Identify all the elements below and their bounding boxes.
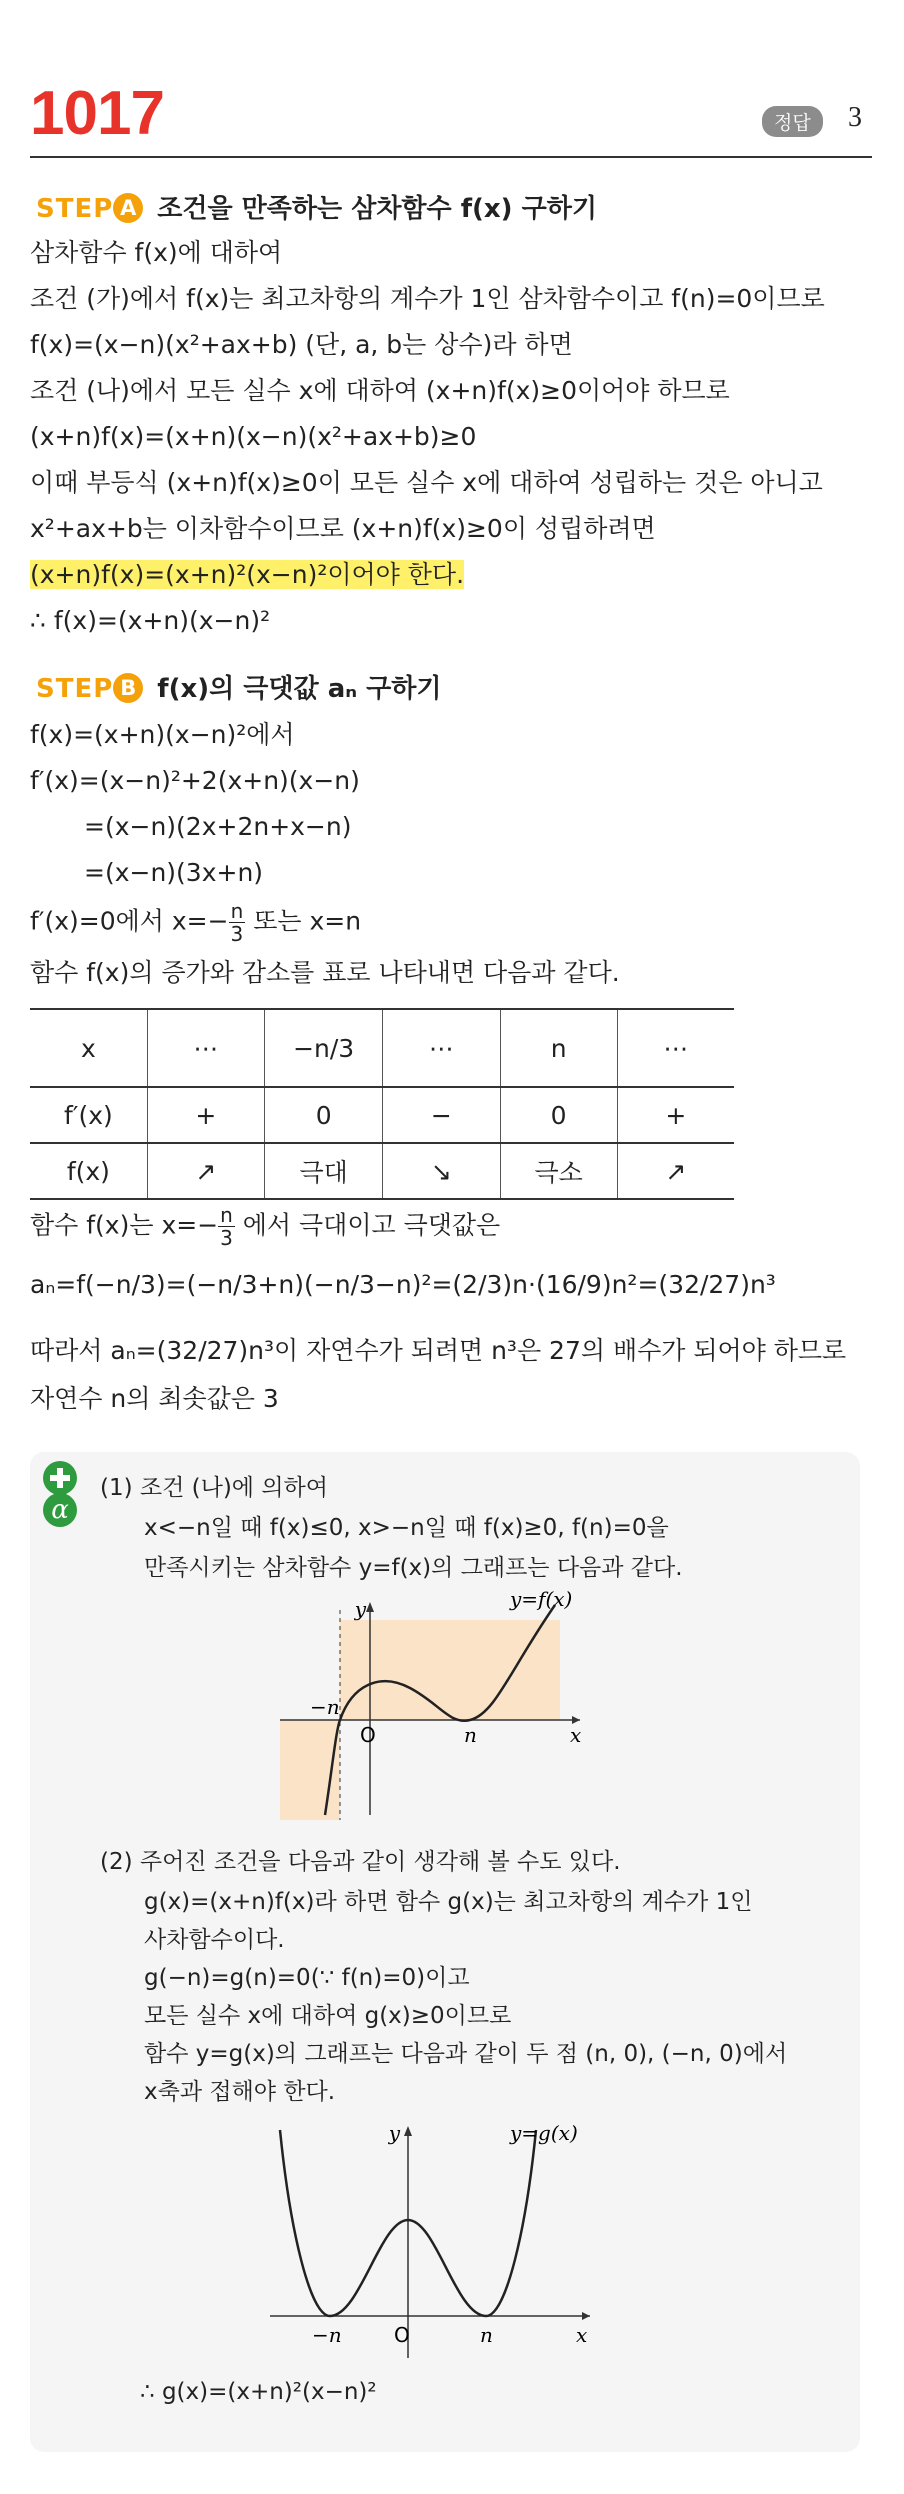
note-text: x<−n일 때 f(x)≤0, x>−n일 때 f(x)≥0, f(n)=0을 <box>144 1515 669 1541</box>
note-text: 사차함수이다. <box>144 1927 285 1953</box>
note-text: 모든 실수 x에 대하여 g(x)≥0이므로 <box>144 2003 512 2029</box>
text-line: f(x)=(x+n)(x−n)²에서 <box>30 720 295 749</box>
table-row <box>30 1087 734 1143</box>
table-cell: ↗ <box>617 1143 734 1199</box>
problem-number: 1017 <box>30 79 164 148</box>
text-line-with-fraction <box>30 1204 500 1249</box>
note-text: g(x)=(x+n)f(x)라 하면 함수 g(x)는 최고차항의 계수가 1인 <box>144 1889 753 1915</box>
text-line: 삼차함수 f(x)에 대하여 <box>30 238 283 267</box>
step-a-heading <box>36 188 597 225</box>
note-text: ∴ g(x)=(x+n)²(x−n)² <box>140 2379 377 2405</box>
text-segment: 에서 극대이고 극댓값은 <box>242 1210 501 1240</box>
fraction-denominator: 3 <box>220 1226 233 1250</box>
tick-label-neg-n: −n <box>310 1695 340 1719</box>
header-divider <box>30 156 872 158</box>
text-line: 함수 f(x)의 증가와 감소를 표로 나타내면 다음과 같다. <box>30 958 620 987</box>
table-cell: 0 <box>264 1087 382 1143</box>
text-line: ∴ f(x)=(x+n)(x−n)² <box>30 606 271 635</box>
answer-badge: 정답 <box>762 106 823 137</box>
step-title: 조건을 만족하는 삼차함수 f(x) 구하기 <box>157 194 597 224</box>
table-cell: n <box>500 1009 617 1087</box>
origin-label: O <box>394 2323 410 2347</box>
table-cell: ⋯ <box>383 1009 500 1087</box>
table-cell: 0 <box>500 1087 617 1143</box>
table-cell: ↘ <box>383 1143 500 1199</box>
answer-value: 3 <box>848 102 862 133</box>
text-line: 이때 부등식 (x+n)f(x)≥0이 모든 실수 x에 대하여 성립하는 것은 아니고 <box>30 468 823 497</box>
text-line: x²+ax+b는 이차함수이므로 (x+n)f(x)≥0이 성립하려면 <box>30 514 656 543</box>
highlight-text: (x+n)f(x)=(x+n)²(x−n)²이어야 한다. <box>30 560 465 589</box>
step-tag: STEP <box>36 194 114 224</box>
curve-label: y=f(x) <box>510 1590 573 1611</box>
origin-label: O <box>360 1723 376 1747</box>
table-cell: f(x) <box>30 1143 147 1199</box>
svg-text:α: α <box>51 1495 69 1525</box>
text-line: aₙ=f(−n/3)=(−n/3+n)(−n/3−n)²=(2/3)n·(16/9)n²=(32/27)n³ <box>30 1270 776 1299</box>
step-tag: STEP <box>36 674 114 704</box>
graph-f <box>270 1590 590 1820</box>
step-b-heading <box>36 668 442 705</box>
axis-label-y: y <box>354 1597 366 1621</box>
text-segment: 함수 f(x)는 x=− <box>30 1210 219 1240</box>
text-line: f′(x)=(x−n)²+2(x+n)(x−n) <box>30 766 360 795</box>
axis-label-x: x <box>576 2323 588 2347</box>
note-text: x축과 접해야 한다. <box>144 2079 336 2105</box>
tick-label-n: n <box>480 2323 493 2347</box>
highlighted-line <box>30 558 464 592</box>
note-text: (2) 주어진 조건을 다음과 같이 생각해 볼 수도 있다. <box>100 1849 621 1875</box>
graph-g <box>260 2110 600 2370</box>
table-cell: ⋯ <box>617 1009 734 1087</box>
table-cell: + <box>147 1087 264 1143</box>
text-line-with-fraction <box>30 900 361 945</box>
table-row <box>30 1143 734 1199</box>
table-cell: 극소 <box>500 1143 617 1199</box>
table-cell: 극대 <box>264 1143 382 1199</box>
text-line: 조건 (가)에서 f(x)는 최고차항의 계수가 1인 삼차함수이고 f(n)=0이므로 <box>30 284 825 313</box>
text-line: 자연수 n의 최솟값은 3 <box>30 1384 279 1413</box>
tick-label-n: n <box>464 1723 477 1747</box>
table-cell: f′(x) <box>30 1087 147 1143</box>
note-text: 함수 y=g(x)의 그래프는 다음과 같이 두 점 (n, 0), (−n, 0)에서 <box>144 2041 788 2067</box>
step-letter-badge: A <box>113 193 143 223</box>
table-cell: x <box>30 1009 147 1087</box>
text-line: =(x−n)(3x+n) <box>84 858 264 887</box>
text-line: 따라서 aₙ=(32/27)n³이 자연수가 되려면 n³은 27의 배수가 되어야 하므로 <box>30 1336 847 1365</box>
fraction <box>218 1204 235 1249</box>
table-cell: ↗ <box>147 1143 264 1199</box>
sign-table <box>30 1008 734 1200</box>
fraction-numerator: n <box>220 1203 233 1227</box>
fraction-numerator: n <box>230 899 244 923</box>
text-segment: 또는 x=n <box>253 906 362 936</box>
table-cell: − <box>383 1087 500 1143</box>
plus-alpha-icon <box>40 1460 80 1530</box>
table-cell: ⋯ <box>147 1009 264 1087</box>
note-text: (1) 조건 (나)에 의하여 <box>100 1475 328 1501</box>
curve-label: y=g(x) <box>510 2121 578 2145</box>
fraction-denominator: 3 <box>230 922 244 946</box>
table-row <box>30 1009 734 1087</box>
table-cell: + <box>617 1087 734 1143</box>
tick-label-neg-n: −n <box>312 2323 342 2347</box>
axis-label-y: y <box>388 2121 400 2145</box>
fraction <box>229 900 246 945</box>
note-text: 만족시키는 삼차함수 y=f(x)의 그래프는 다음과 같다. <box>144 1555 683 1581</box>
step-letter-badge: B <box>113 673 143 703</box>
text-line: 조건 (나)에서 모든 실수 x에 대하여 (x+n)f(x)≥0이어야 하므로 <box>30 376 730 405</box>
table-cell: −n/3 <box>264 1009 382 1087</box>
note-text: g(−n)=g(n)=0(∵ f(n)=0)이고 <box>144 1965 470 1991</box>
text-segment: f′(x)=0에서 x=− <box>30 906 229 936</box>
axis-label-x: x <box>570 1723 582 1747</box>
text-line: (x+n)f(x)=(x+n)(x−n)(x²+ax+b)≥0 <box>30 422 477 451</box>
text-line: f(x)=(x−n)(x²+ax+b) (단, a, b는 상수)라 하면 <box>30 330 573 359</box>
text-line: =(x−n)(2x+2n+x−n) <box>84 812 352 841</box>
step-title: f(x)의 극댓값 aₙ 구하기 <box>157 674 442 704</box>
